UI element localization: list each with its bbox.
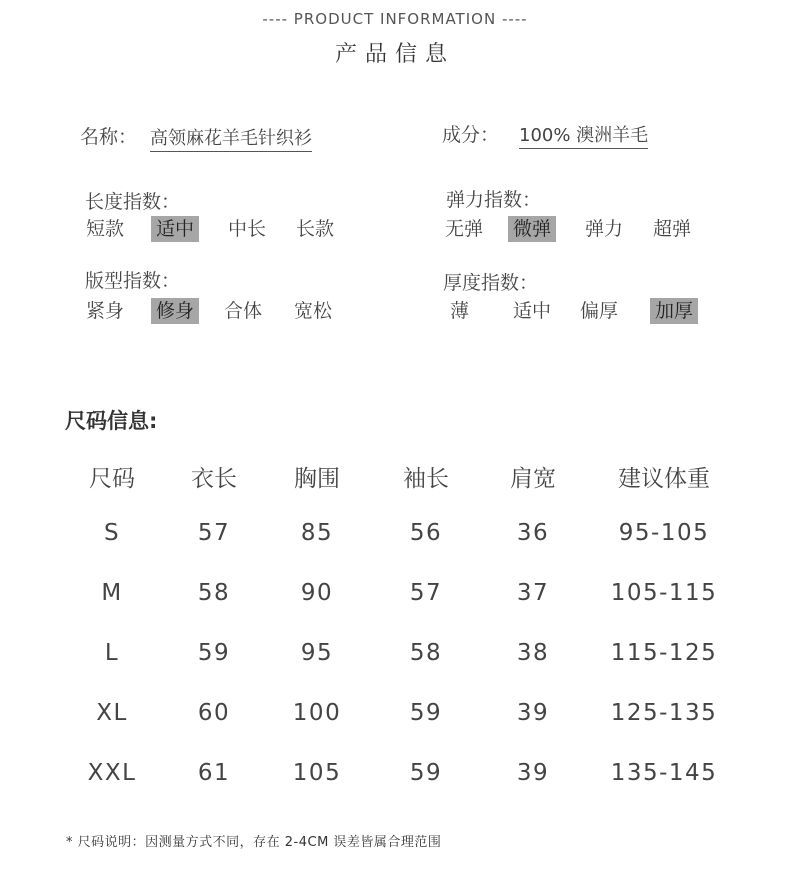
size-note: * 尺码说明：因测量方式不同，存在 2-4CM 误差皆属合理范围 [66, 835, 442, 850]
table-cell: 58 [197, 580, 231, 606]
table-cell: 39 [516, 760, 550, 786]
composition-value: 100% 澳洲羊毛 [519, 121, 648, 149]
length-option: 长款 [296, 218, 335, 240]
table-cell: 37 [516, 580, 550, 606]
length-option: 短款 [86, 218, 125, 240]
length-option: 中长 [228, 218, 267, 240]
elasticity-option: 微弹 [508, 216, 556, 242]
header-english-title: ---- PRODUCT INFORMATION ---- [262, 10, 528, 28]
table-cell: 60 [197, 700, 231, 726]
fit-option: 合体 [224, 300, 263, 322]
column-header: 胸围 [294, 466, 340, 492]
thickness-index-title: 厚度指数： [443, 272, 539, 294]
table-cell: 57 [409, 580, 443, 606]
table-cell: 59 [409, 700, 443, 726]
table-cell: 100 [292, 700, 342, 726]
fit-option: 紧身 [86, 300, 125, 322]
table-cell: 59 [197, 640, 231, 666]
table-cell: 95 [300, 640, 334, 666]
elasticity-option: 超弹 [653, 218, 692, 240]
table-cell: L [104, 640, 120, 666]
table-cell: 61 [197, 760, 231, 786]
table-cell: S [103, 520, 121, 546]
length-option: 适中 [151, 216, 199, 242]
name-value: 高领麻花羊毛针织衫 [150, 124, 312, 152]
elasticity-index-title: 弹力指数： [446, 189, 542, 211]
thickness-option: 加厚 [650, 298, 698, 324]
fit-index-title: 版型指数： [85, 270, 181, 292]
table-cell: 57 [197, 520, 231, 546]
elasticity-option: 无弹 [445, 218, 484, 240]
table-cell: 38 [516, 640, 550, 666]
column-header: 肩宽 [510, 466, 556, 492]
thickness-option: 偏厚 [580, 300, 619, 322]
table-cell: 115-125 [610, 640, 718, 666]
table-cell: M [101, 580, 123, 606]
thickness-option: 薄 [450, 300, 470, 322]
column-header: 建议体重 [618, 466, 710, 492]
table-cell: XXL [87, 760, 137, 786]
table-cell: 125-135 [610, 700, 718, 726]
column-header: 袖长 [403, 466, 449, 492]
column-header: 衣长 [191, 466, 237, 492]
table-cell: 59 [409, 760, 443, 786]
length-index-title: 长度指数： [85, 191, 181, 213]
fit-option: 修身 [151, 298, 199, 324]
size-info-title: 尺码信息: [65, 409, 158, 433]
table-cell: 39 [516, 700, 550, 726]
thickness-option: 适中 [513, 300, 552, 322]
table-cell: 85 [300, 520, 334, 546]
fit-option: 宽松 [294, 300, 333, 322]
table-cell: 56 [409, 520, 443, 546]
table-cell: XL [96, 700, 128, 726]
table-cell: 105-115 [610, 580, 718, 606]
table-cell: 105 [292, 760, 342, 786]
table-cell: 95-105 [618, 520, 710, 546]
table-cell: 58 [409, 640, 443, 666]
header-chinese-title: 产品信息 [334, 42, 455, 67]
table-cell: 36 [516, 520, 550, 546]
elasticity-option: 弹力 [585, 218, 624, 240]
table-cell: 90 [300, 580, 334, 606]
table-cell: 135-145 [610, 760, 718, 786]
name-label: 名称： [80, 126, 138, 148]
column-header: 尺码 [89, 466, 135, 492]
composition-label: 成分： [442, 124, 500, 146]
